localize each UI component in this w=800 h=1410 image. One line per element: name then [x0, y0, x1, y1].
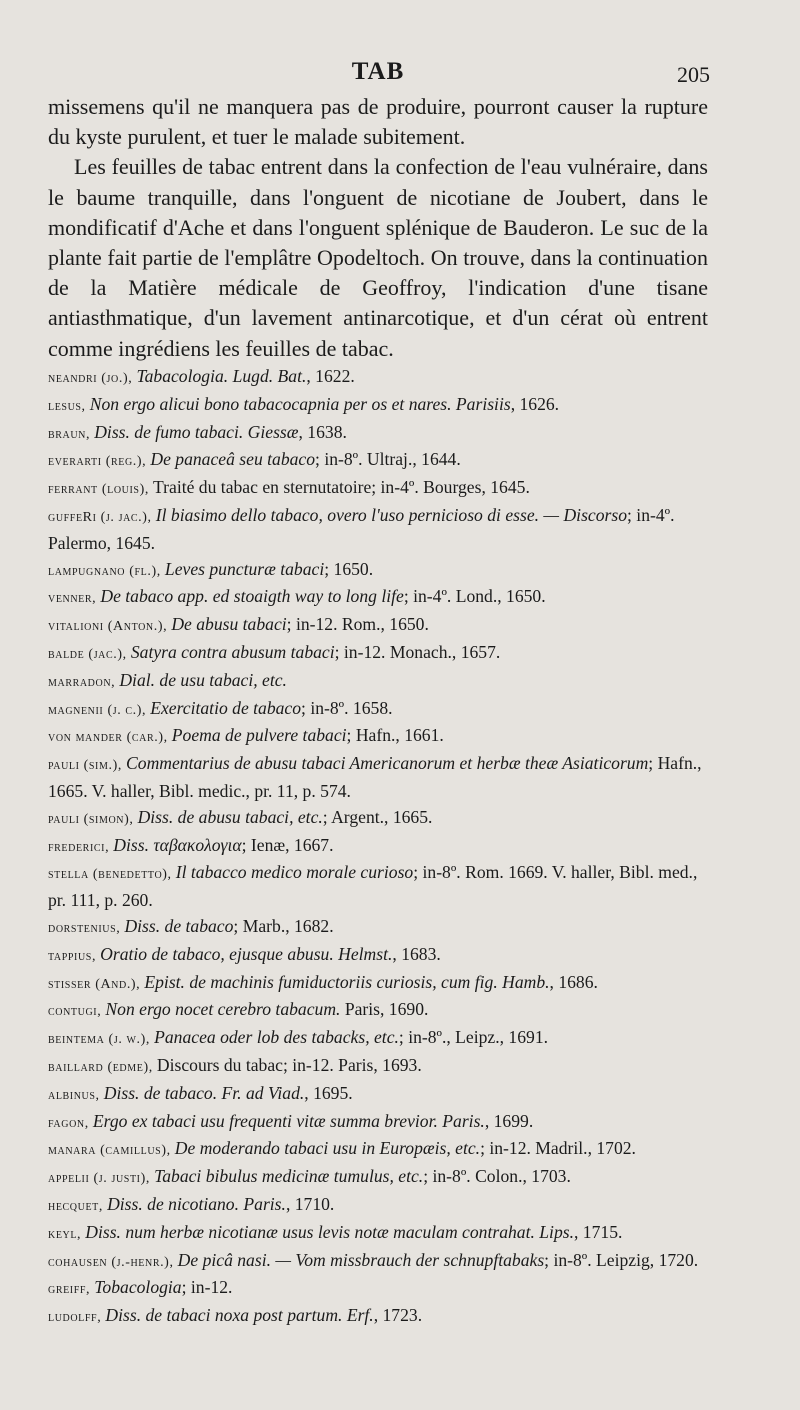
entry-imprint: ; Hafn., 1665. V. haller, Bibl. medic., pr. 11, p. 574.: [48, 753, 702, 801]
entry-title: Diss. de abusu tabaci, etc.: [137, 806, 323, 827]
entry-title: Oratio de tabaco, ejusque abusu. Helmst.: [100, 943, 393, 964]
entry-title: De moderando tabaci usu in Europæis, etc.: [174, 1138, 481, 1159]
entry-author: vitalioni (Anton.),: [48, 619, 172, 635]
entry-imprint: , 1683.: [392, 943, 441, 964]
entry-imprint: ; Hafn., 1661.: [346, 725, 444, 746]
entry-author: ferrant (louis),: [48, 482, 154, 498]
entry-author: pauli (sim.),: [48, 758, 127, 774]
entry-author: neandri (jo.),: [48, 371, 137, 386]
entry-title: Poema de pulvere tabaci: [171, 725, 347, 746]
bibliography-entry: [48, 475, 710, 503]
entry-author: beintema (j. w.),: [48, 1032, 155, 1048]
entry-author: marradon,: [48, 674, 120, 690]
entry-title: Il biasimo dello tabaco, overo l'uso pernicioso di esse. — Discorso: [155, 504, 628, 525]
entry-imprint: , 1715.: [574, 1221, 623, 1242]
entry-title: De tabaco app. ed stoaigth way to long life: [100, 586, 404, 607]
entry-author: fagon,: [48, 1115, 93, 1131]
entry-author: albinus,: [48, 1087, 104, 1103]
bibliography-entry: [48, 997, 710, 1025]
bibliography-entry: [48, 584, 710, 612]
running-header: [48, 58, 708, 92]
entry-imprint: , 1699.: [484, 1110, 534, 1131]
entry-author: keyl,: [48, 1226, 86, 1242]
entry-title: Panacea oder lob des tabacks, etc.: [154, 1027, 399, 1048]
entry-imprint: ; Argent., 1665.: [322, 806, 433, 827]
bibliography-entry: [48, 503, 710, 557]
entry-imprint: ; in-8º. Ultraj., 1644.: [315, 449, 461, 470]
entry-author: appelii (j. justi),: [48, 1171, 155, 1187]
entry-author: pauli (simon),: [48, 811, 138, 827]
entry-author: braun,: [48, 426, 95, 442]
bibliography-entry: [48, 914, 710, 942]
entry-imprint: , 1686.: [549, 971, 598, 992]
bibliography-entry: [48, 640, 710, 668]
entry-author: stella (benedetto),: [48, 867, 176, 883]
entry-title: De picâ nasi. — Vom missbrauch der schnupftabaks: [177, 1249, 545, 1270]
entry-imprint: , 1622.: [306, 366, 355, 386]
bibliography-entry: [48, 557, 710, 585]
entry-author: baillard (edme),: [48, 1059, 157, 1075]
bibliography-entry: [48, 1303, 710, 1331]
bibliography-entry: [48, 1220, 710, 1248]
entry-imprint: ; in-12. Monach., 1657.: [334, 641, 501, 662]
entry-imprint: ; in-8º. Colon., 1703.: [423, 1166, 571, 1187]
entry-author: magnenii (j. c.),: [48, 702, 151, 718]
entry-author: hecquet,: [48, 1198, 108, 1214]
entry-author: stisser (And.),: [48, 976, 145, 992]
bibliography-entry: [48, 751, 710, 805]
entry-author: dorstenius,: [48, 920, 125, 936]
bibliography-entry: [48, 1136, 710, 1164]
bibliography-entry: [48, 447, 710, 475]
entry-imprint: , 1710.: [285, 1193, 335, 1214]
paragraph: Les feuilles de tabac entrent dans la confection de l'eau vulnéraire, dans le baume tranquille, dans l'onguent de nicotiane de Joubert, dans le mondificatif d'Ache et dans l'onguent splénique de Bauderon. Le suc de la plante fait partie de l'emplâtre Opodeltoch. On trouve, dans la continuation de la Matière médicale de Geoffroy, l'indication d'une tisane antiasthmatique, d'un lavement antinarcotique, et d'un cérat où entrent comme ingrédiens les feuilles de tabac.: [48, 154, 708, 361]
entry-title: Dial. de usu tabaci, etc.: [119, 669, 287, 690]
entry-author: greiff,: [48, 1282, 95, 1298]
entry-imprint: ; in-12.: [181, 1277, 233, 1298]
entry-author: cohausen (j.-henr.),: [48, 1254, 178, 1270]
entry-imprint: ; in-4º. Lond., 1650.: [403, 586, 546, 607]
entry-imprint: ; in-8º. 1658.: [301, 697, 393, 718]
bibliography-entry: [48, 364, 710, 392]
entry-imprint: ; in-8º., Leipz., 1691.: [398, 1027, 549, 1048]
entry-title: Diss. de tabaco: [124, 915, 234, 936]
entry-title: Diss. de fumo tabaci. Giessæ: [94, 421, 299, 442]
bibliography-entry: [48, 833, 710, 861]
running-title: TAB: [351, 58, 405, 85]
entry-title: Diss. ταβακολογια: [113, 834, 242, 855]
bibliography-entry: [48, 1248, 710, 1276]
page-number: 205: [677, 62, 710, 87]
entry-title: De panaceâ seu tabaco: [150, 449, 316, 470]
bibliography-entry: [48, 696, 710, 724]
entry-imprint: Paris, 1690.: [340, 999, 429, 1020]
entry-title: Epist. de machinis fumiductoriis curiosis, cum fig. Hamb.: [144, 971, 550, 992]
entry-title: Tobacologia: [94, 1277, 182, 1298]
entry-title: Exercitatio de tabaco: [150, 697, 302, 718]
entry-imprint: ; in-12. Rom., 1650.: [286, 614, 429, 635]
bibliography-list: [48, 364, 710, 1331]
entry-imprint: ; Ienæ, 1667.: [241, 834, 334, 855]
bibliography-entry: [48, 942, 710, 970]
entry-author: lesus,: [48, 398, 90, 414]
bibliography-entry: [48, 1192, 710, 1220]
entry-title: Leves puncturæ tabaci: [164, 558, 325, 579]
entry-imprint: ; in-4º. Palermo, 1645.: [48, 504, 675, 553]
entry-title: Diss. num herbæ nicotianæ usus levis notæ maculam contrahat. Lips.: [85, 1221, 574, 1242]
entry-title: Diss. de tabaci noxa post partum. Erf.: [105, 1305, 374, 1326]
entry-author: venner,: [48, 591, 101, 607]
body-text: [48, 92, 708, 364]
entry-author: lampugnano (fl.),: [48, 563, 165, 579]
entry-imprint: ; 1650.: [324, 558, 374, 579]
paragraph: missemens qu'il ne manquera pas de produire, pourront causer la rupture du kyste purulent, et tuer le malade subitement.: [48, 94, 708, 150]
entry-imprint: Traité du tabac en sternutatoire; in-4º. Bourges, 1645.: [153, 477, 530, 498]
entry-author: everarti (reg.),: [48, 454, 151, 470]
bibliography-entry: [48, 420, 710, 448]
bibliography-entry: [48, 970, 710, 998]
entry-title: Il tabacco medico morale curioso: [175, 862, 414, 883]
entry-author: contugi,: [48, 1004, 106, 1020]
entry-title: De abusu tabaci: [171, 614, 287, 635]
entry-title: Ergo ex tabaci usu frequenti vitæ summa brevior. Paris.: [92, 1110, 485, 1131]
entry-title: Commentarius de abusu tabaci Americanorum et herbæ theæ Asiaticorum: [126, 753, 649, 774]
entry-title: Non ergo nocet cerebro tabacum.: [105, 999, 341, 1020]
entry-author: von mander (car.),: [48, 730, 172, 746]
entry-author: ludolff,: [48, 1310, 106, 1326]
bibliography-entry: [48, 1025, 710, 1053]
entry-imprint: , 1626.: [510, 393, 560, 414]
bibliography-entry: [48, 860, 710, 914]
entry-title: Tabacologia. Lugd. Bat.: [136, 366, 307, 386]
entry-author: guffeRi (j. jac.),: [48, 509, 156, 525]
entry-title: Satyra contra abusum tabaci: [130, 641, 335, 662]
entry-imprint: ; in-8º. Rom. 1669. V. haller, Bibl. med., pr. 111, p. 260.: [48, 862, 698, 911]
entry-imprint: ; Marb., 1682.: [233, 915, 334, 936]
entry-title: Diss. de tabaco. Fr. ad Viad.: [103, 1082, 305, 1103]
entry-imprint: , 1638.: [298, 421, 347, 442]
bibliography-entry: [48, 668, 710, 696]
bibliography-entry: [48, 1053, 710, 1081]
bibliography-entry: [48, 1164, 710, 1192]
bibliography-entry: [48, 1109, 710, 1137]
bibliography-entry: [48, 805, 710, 833]
bibliography-entry: [48, 612, 710, 640]
entry-author: balde (jac.),: [48, 646, 131, 662]
entry-imprint: ; in-12. Madril., 1702.: [480, 1138, 636, 1159]
entry-imprint: Discours du tabac; in-12. Paris, 1693.: [156, 1054, 422, 1075]
entry-title: Tabaci bibulus medicinæ tumulus, etc.: [154, 1166, 424, 1187]
bibliography-entry: [48, 392, 710, 420]
entry-title: Non ergo alicui bono tabacocapnia per os et nares. Parisiis: [89, 393, 511, 414]
entry-title: Diss. de nicotiano. Paris.: [107, 1193, 286, 1214]
entry-imprint: ; in-8º. Leipzig, 1720.: [544, 1249, 699, 1270]
entry-author: frederici,: [48, 839, 114, 855]
entry-imprint: , 1695.: [304, 1082, 353, 1103]
entry-author: manara (camillus),: [48, 1143, 175, 1159]
bibliography-entry: [48, 1081, 710, 1109]
bibliography-entry: [48, 1275, 710, 1303]
entry-author: tappius,: [48, 948, 101, 964]
bibliography-entry: [48, 723, 710, 751]
entry-imprint: , 1723.: [373, 1305, 423, 1326]
